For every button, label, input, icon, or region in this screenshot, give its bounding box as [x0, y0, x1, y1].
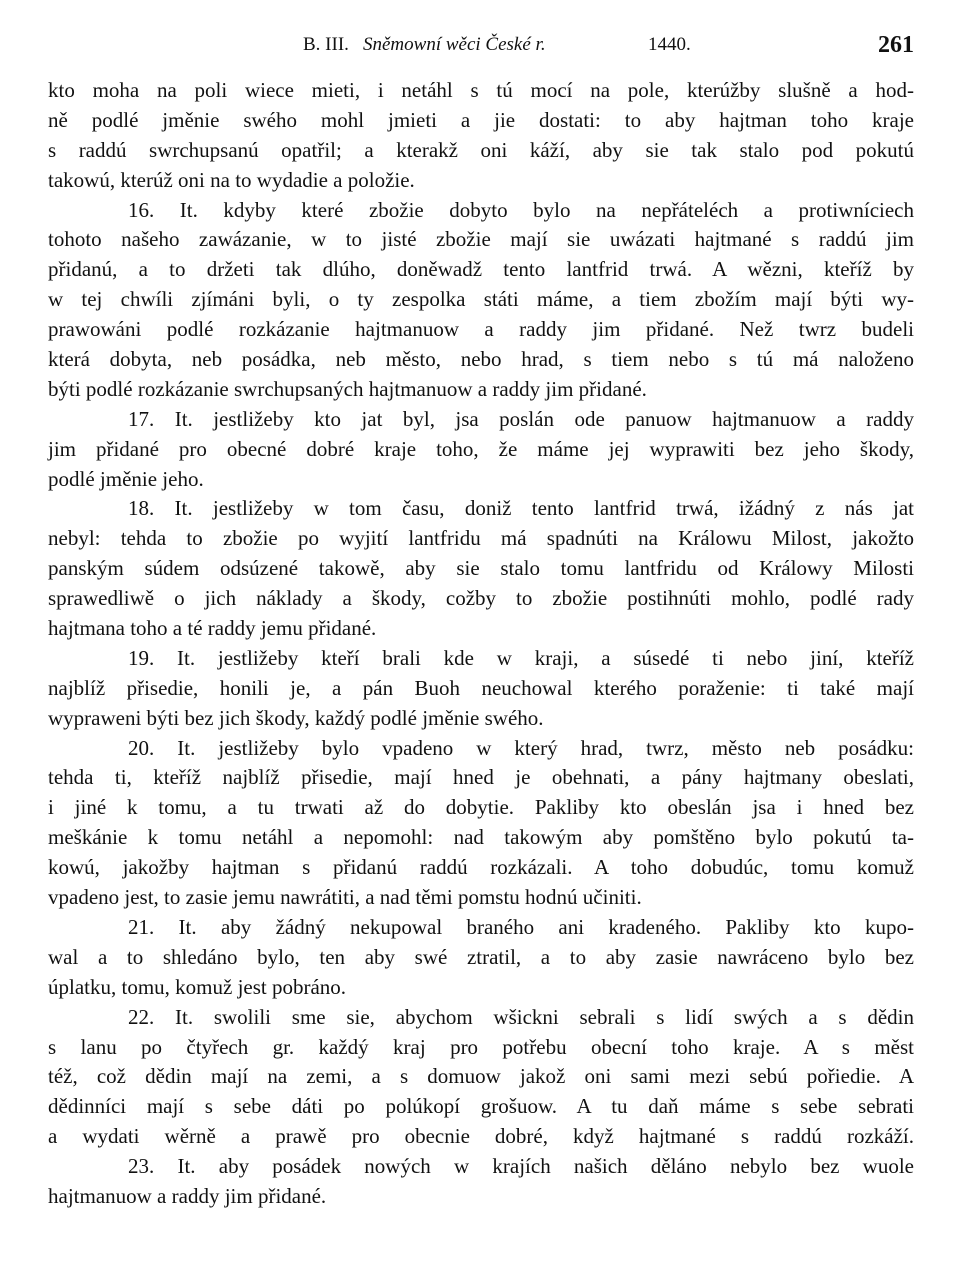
text-line: tehda ti, kteříž najblíž přisedie, mají hned je obehnati, a pány hajtmany obeslati,	[48, 765, 914, 790]
text-line: meškánie k tomu netáhl a nepomohl: nad takowým aby pomštěno bylo pokutú ta-	[48, 825, 914, 850]
text-line: 16. It. kdyby které zbožie dobyto bylo na nepřáteléch a protiwníciech	[128, 197, 914, 222]
text-line: jim přidané pro obecné dobré kraje toho, že máme jej wyprawiti bez jeho škody,	[48, 436, 914, 461]
text-line: kto moha na poli wiece mieti, i netáhl s tú mocí na pole, kterúžby slušně a hod-	[48, 78, 914, 102]
header-section: B. III.	[303, 34, 349, 55]
text-line: která dobyta, neb posádka, neb město, nebo hrad, s tiem nebo s tú má naloženo	[48, 347, 914, 372]
text-line: panským súdem odsúzené takowě, aby sie stalo tomu lantfridu od Králowy Milosti	[48, 556, 914, 581]
text-line: 22. It. swolili sme sie, abychom wšickni sebrali s lidí swých a s dědin	[128, 1004, 914, 1029]
text-line: 23. It. aby posádek nowých w krajích našich děláno nebylo bez wuole	[128, 1154, 914, 1179]
page-number: 261	[878, 32, 914, 58]
text-line: hajtmanuow a raddy jim přidané.	[48, 1183, 327, 1208]
text-line: najblíž přisedie, honili je, a pán Buoh neuchowal kterého poraženie: ti také mají	[48, 675, 914, 700]
page-header	[48, 30, 914, 66]
text-line: též, což dědin mají na zemi, a s domuow jakož oni sami mezi sebú pořiedie. A	[48, 1064, 914, 1089]
text-line: 21. It. aby žádný nekupowal braného ani kradeného. Pakliby kto kupo-	[128, 914, 914, 939]
text-line: sprawedliwě o jich náklady a škody, cožby to zbožie postihnúti mohlo, podlé rady	[48, 586, 914, 611]
text-line: s raddú swrchupsanú opatřil; a kterakž oni káží, aby sie tak stalo pod pokutú	[48, 137, 914, 162]
header-running-title: Sněmowní wěci České r.	[363, 34, 546, 55]
text-line: a wydati wěrně a prawě pro obecnie dobré, když hajtmané s raddú rozkáží.	[48, 1124, 914, 1149]
text-line: ně podlé jměnie swého mohl jmieti a jie dostati: to aby hajtman toho kraje	[48, 107, 914, 132]
text-line: přidanú, a to držeti tak dlúho, doněwadž tento lantfrid trwá. A wězni, kteříž by	[48, 257, 914, 282]
text-line: 17. It. jestližeby kto jat byl, jsa poslán ode panuow hajtmanuow a raddy	[128, 406, 914, 431]
text-line: vpadeno jest, to zasie jemu nawrátiti, a nad těmi pomstu hodnú učiniti.	[48, 885, 642, 910]
text-line: dědinníci mají s sebe dáti po polúkopí grošuow. A tu daň máme s sebe sebrati	[48, 1094, 914, 1119]
text-line: tohoto našeho zawázanie, w to jisté zbožie mají sie uwázati hajtmané s raddú jim	[48, 227, 914, 252]
text-line: hajtmana toho a té raddy jemu přidané.	[48, 616, 377, 641]
text-line: wypraweni býti bez jich škody, každý podlé jměnie swého.	[48, 705, 544, 730]
text-line: prawowáni podlé rozkázanie hajtmanuow a raddy jim přidané. Než twrz budeli	[48, 317, 914, 342]
text-line: 20. It. jestližeby bylo vpadeno w který hrad, twrz, město neb posádku:	[128, 735, 914, 760]
text-line: nebyl: tehda to zbožie po wyjití lantfridu má spadnúti na Králowu Milost, jakožto	[48, 526, 914, 551]
header-year: 1440.	[648, 34, 691, 55]
body-text	[48, 76, 914, 1212]
text-line: 19. It. jestližeby kteří brali kde w kraji, a súsedé ti nebo jiní, kteříž	[128, 645, 914, 670]
text-line: 18. It. jestližeby w tom času, doniž tento lantfrid trwá, ižádný z nás jat	[128, 496, 914, 521]
text-line: i jiné k tomu, a tu trwati až do dobytie. Pakliby kto obeslán jsa i hned bez	[48, 795, 914, 820]
text-line: w tej chwíli zjímáni byli, o ty zespolka státi máme, a tiem zbožím mají býti wy-	[48, 287, 914, 312]
text-line: úplatku, tomu, komuž jest pobráno.	[48, 974, 347, 999]
text-line: podlé jměnie jeho.	[48, 466, 204, 491]
text-line: kowú, jakožby hajtman s přidanú raddú rozkázali. A toho dobudúc, tomu komuž	[48, 855, 914, 880]
text-line: s lanu po čtyřech gr. každý kraj pro potřebu obecní toho kraje. A s měst	[48, 1034, 914, 1059]
text-line: wal a to shledáno bylo, ten aby swé ztratil, a to aby zasie nawráceno bylo bez	[48, 944, 914, 969]
text-line: býti podlé rozkázanie swrchupsaných hajtmanuow a raddy jim přidané.	[48, 376, 647, 401]
text-line: takowú, kterúž oni na to wydadie a položie.	[48, 167, 415, 192]
